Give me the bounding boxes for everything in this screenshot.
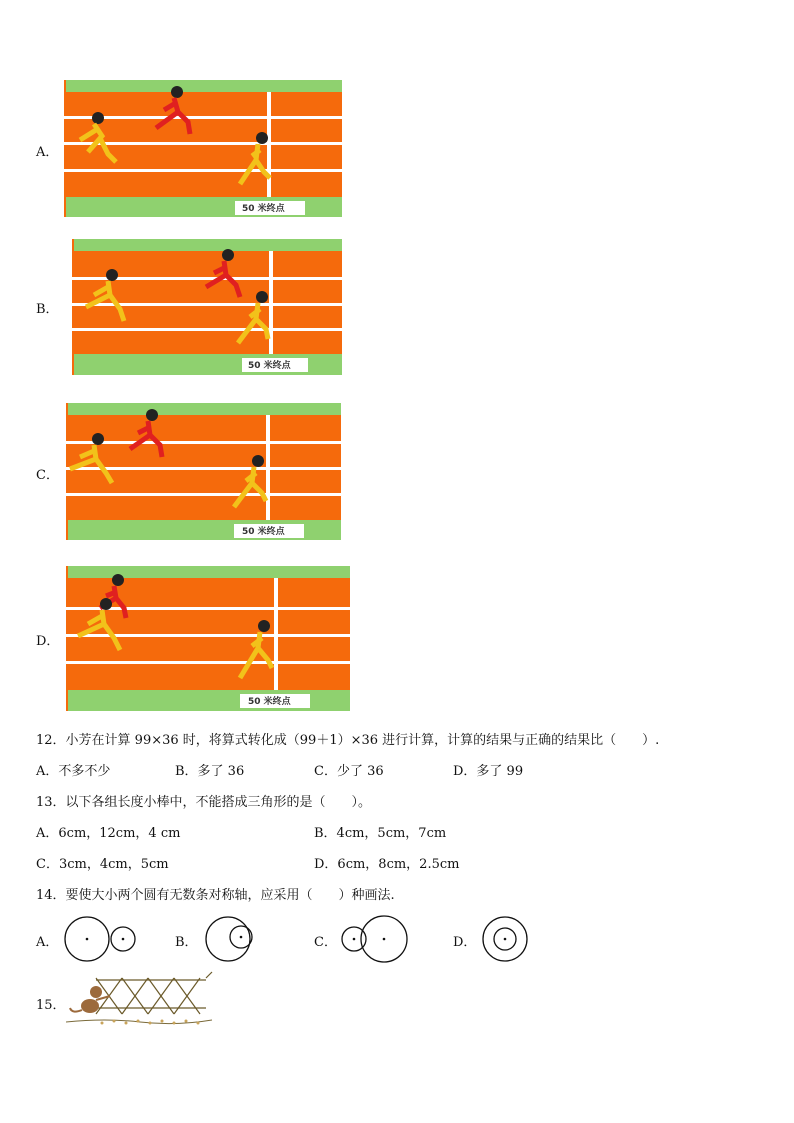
option-b-label: B． [36, 302, 59, 317]
q14-choice-d: D． [453, 935, 477, 950]
option-a-track-image [64, 80, 342, 217]
q13-choice-d: D．6cm，8cm，2.5cm [314, 857, 460, 872]
q13-choice-c: C．3cm，4cm，5cm [36, 857, 169, 872]
q12-text: 12．小芳在计算 99×36 时，将算式转化成（99＋1）×36 进行计算，计算的结果与正确的结果比（ ）. [36, 733, 660, 748]
q12-choice-a: A．不多不少 [36, 764, 111, 779]
q14-text: 14．要使大小两个圆有无数条对称轴，应采用（ ）种画法. [36, 888, 395, 903]
q13-text: 13．以下各组长度小棒中，不能搭成三角形的是（ ）。 [36, 795, 372, 810]
q15-number: 15． [36, 998, 66, 1013]
q13-choice-a: A．6cm，12cm，4 cm [36, 826, 181, 841]
q14-choice-b: B． [175, 935, 198, 950]
option-b-track-image [72, 239, 342, 375]
q14-figure-b [204, 915, 260, 963]
option-c-track-image [66, 403, 341, 540]
option-d-label: D． [36, 634, 60, 649]
q14-choice-a: A． [36, 935, 59, 950]
finish-label: 50 米终点 [248, 361, 291, 371]
q12-choice-b: B．多了 36 [175, 764, 245, 779]
finish-label: 50 米终点 [242, 204, 285, 214]
q12-choice-d: D．多了 99 [453, 764, 524, 779]
option-d-track-image [66, 566, 350, 711]
option-a-label: A． [36, 145, 59, 160]
finish-label: 50 米终点 [248, 697, 291, 707]
option-c-label: C． [36, 468, 59, 483]
q14-figure-a [60, 915, 140, 963]
q14-figure-c [338, 913, 410, 965]
finish-label: 50 米终点 [242, 527, 285, 537]
q15-monkey-fence-image [66, 968, 214, 1028]
q14-choice-c: C． [314, 935, 337, 950]
q13-choice-b: B．4cm，5cm，7cm [314, 826, 447, 841]
q14-figure-d [478, 914, 532, 964]
q12-choice-c: C．少了 36 [314, 764, 384, 779]
